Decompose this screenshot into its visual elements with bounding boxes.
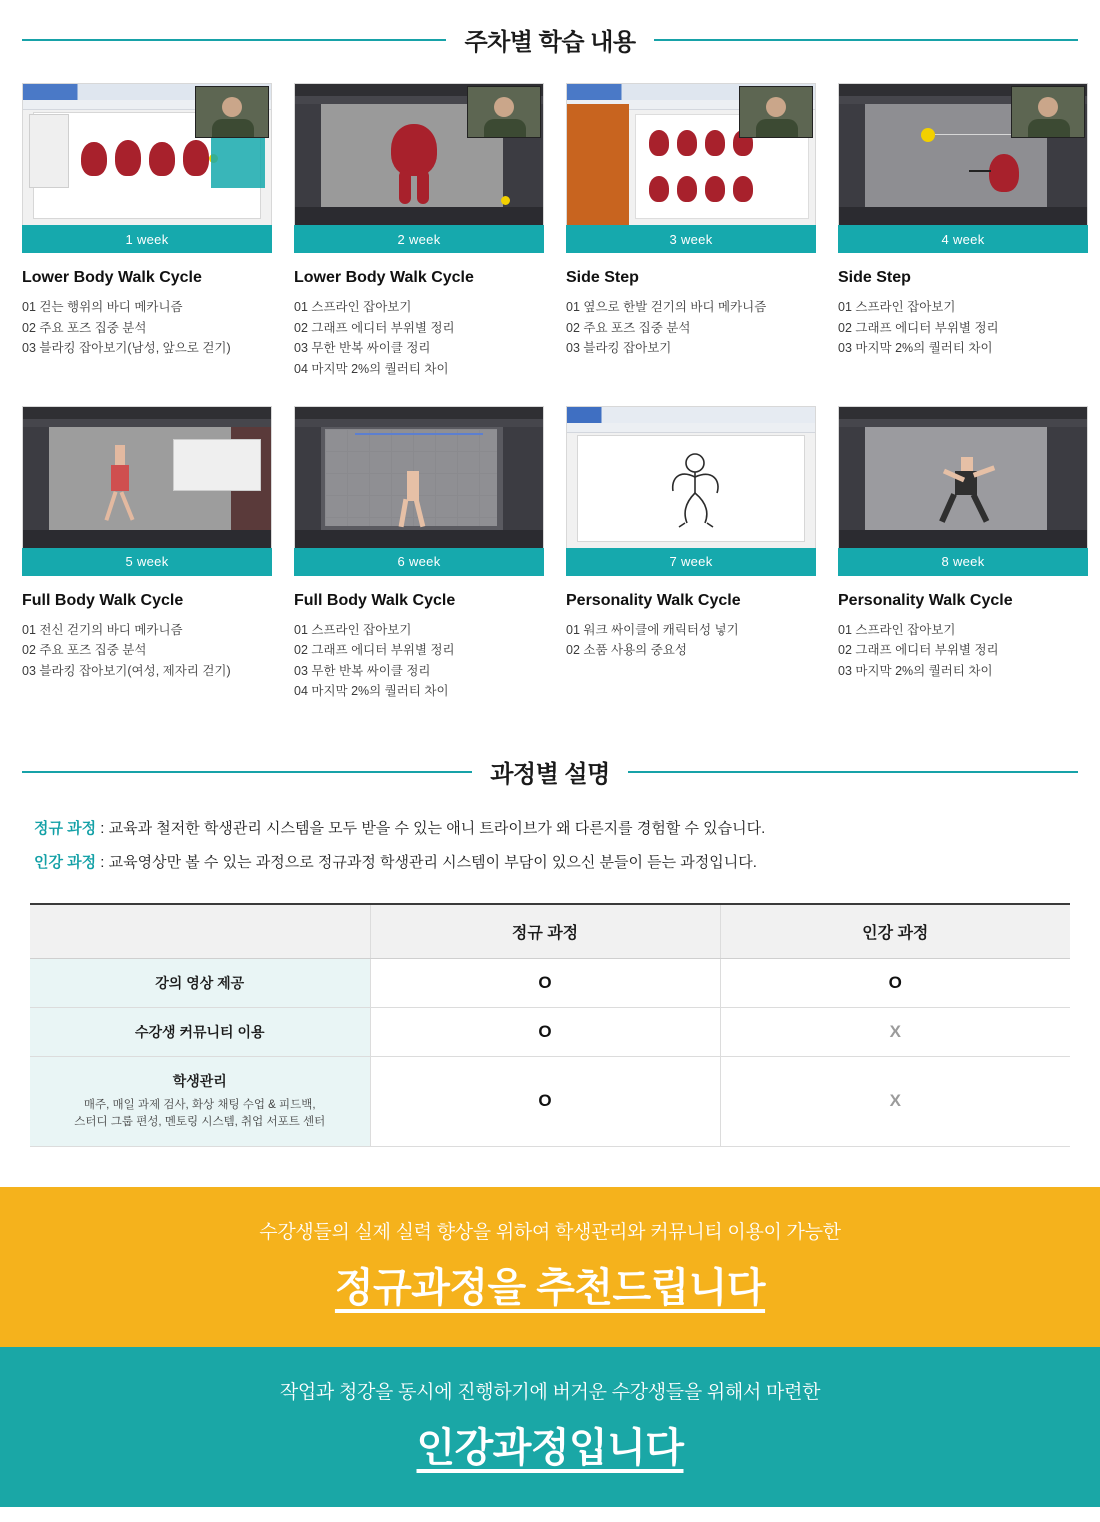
row-label-management-sub: 매주, 매일 과제 검사, 화상 채팅 수업 & 피드백, 스터디 그룹 편성, 멘토링 시스템, 취업 서포트 센터 [74,1098,326,1129]
screenshot-graphic [839,407,1087,548]
week-thumbnail[interactable] [294,83,544,225]
week-item: 02 그래프 에디터 부위별 정리 [294,320,455,335]
week-badge: 3 week [566,225,816,253]
week-badge: 5 week [22,548,272,576]
week-item-list [294,620,544,703]
banner-online-title: 인강과정입니다 [416,1426,684,1471]
weeks-row [22,83,1078,380]
table-header-online: 인강 과정 [720,904,1070,958]
week-thumbnail[interactable] [294,406,544,548]
course-description [0,789,1100,875]
week-item: 01 전신 걷기의 바디 메카니즘 [22,622,183,637]
week-item: 02 주요 포즈 집중 분석 [22,643,147,658]
week-badge: 8 week [838,548,1088,576]
week-title: Full Body Walk Cycle [294,591,456,609]
week-item-list [22,297,272,359]
week-item: 01 스프라인 잡아보기 [838,300,956,314]
week-thumbnail[interactable] [22,406,272,548]
table-row [30,1007,1070,1056]
week-item: 03 블라킹 잡아보기(남성, 앞으로 걷기) [22,341,231,356]
weeks-row [22,406,1078,703]
row-label-video: 강의 영상 제공 [30,958,370,1007]
week-title: Full Body Walk Cycle [22,591,184,609]
week-item: 01 스프라인 잡아보기 [838,622,956,637]
heading-rule-right [628,771,1078,773]
week-thumbnail[interactable] [566,406,816,548]
screenshot-graphic [567,407,815,548]
week-item: 02 그래프 에디터 부위별 정리 [838,643,999,658]
week-item-list [838,620,1088,682]
week-title: Side Step [566,269,639,286]
week-item: 01 스프라인 잡아보기 [294,300,412,314]
screenshot-graphic [567,84,815,225]
banner-online-course [0,1347,1100,1507]
stick-figure-sketch [567,407,816,548]
week-card[interactable] [566,406,816,703]
week-item: 04 마지막 2%의 퀄러티 차이 [294,684,449,699]
week-item: 01 걷는 행위의 바디 메카니즘 [22,300,183,314]
week-card[interactable] [838,83,1088,380]
courses-section-heading [0,728,1100,789]
screenshot-graphic [295,407,543,548]
heading-rule-left [22,771,472,773]
weeks-section-title: 주차별 학습 내용 [464,29,636,56]
comparison-table-wrap [0,885,1100,1147]
week-item-list [838,297,1088,359]
week-title: Personality Walk Cycle [838,591,1013,609]
week-thumbnail[interactable] [838,406,1088,548]
weeks-grid [0,57,1100,702]
week-item-list [294,297,544,380]
comparison-table [30,903,1070,1147]
description-line-online [34,851,1066,875]
weeks-section-heading [0,0,1100,57]
week-item: 03 마지막 2%의 퀄러티 차이 [838,663,993,678]
week-title: Side Step [838,269,911,286]
courses-section-title: 과정별 설명 [490,761,610,788]
table-head [30,904,1070,958]
banner-regular-subtitle: 수강생들의 실제 실력 향상을 위하여 학생관리와 커뮤니티 이용이 가능한 [259,1222,841,1244]
week-item-list [22,620,272,682]
screenshot-graphic [23,84,271,225]
row-label-community: 수강생 커뮤니티 이용 [30,1007,370,1056]
online-course-tag: 인강 과정 [34,854,97,871]
week-badge: 4 week [838,225,1088,253]
heading-rule-right [654,39,1078,41]
regular-course-text: : 교육과 철저한 학생관리 시스템을 모두 받을 수 있는 애니 트라이브가 왜 다른지를 경험할 수 있습니다. [96,820,766,837]
week-badge: 7 week [566,548,816,576]
week-card[interactable] [294,406,544,703]
table-body [30,958,1070,1147]
week-title: Lower Body Walk Cycle [294,269,474,286]
cell-regular-community: O [370,1007,720,1056]
row-label-management [30,1056,370,1147]
week-item: 03 블라킹 잡아보기 [566,341,672,356]
week-title: Lower Body Walk Cycle [22,269,202,286]
cell-regular-management: O [370,1056,720,1147]
table-row [30,958,1070,1007]
week-item: 03 무한 반복 싸이클 정리 [294,341,431,356]
cell-online-video: O [720,958,1070,1007]
cell-online-community: X [720,1007,1070,1056]
week-title: Personality Walk Cycle [566,591,741,609]
row-label-management-main: 학생관리 [172,1072,227,1089]
cell-online-management: X [720,1056,1070,1147]
week-item: 01 워크 싸이클에 캐릭터성 넣기 [566,622,739,637]
screenshot-graphic [295,84,543,225]
screenshot-graphic [839,84,1087,225]
week-badge: 6 week [294,548,544,576]
week-item: 03 블라킹 잡아보기(여성, 제자리 걷기) [22,663,231,678]
week-item: 03 무한 반복 싸이클 정리 [294,663,431,678]
table-header-regular: 정규 과정 [370,904,720,958]
cell-regular-video: O [370,958,720,1007]
week-item: 04 마지막 2%의 퀄러티 차이 [294,361,449,376]
week-item: 01 옆으로 한발 걷기의 바디 메카니즘 [566,300,767,314]
heading-rule-left [22,39,446,41]
table-header-row [30,904,1070,958]
week-card[interactable] [566,83,816,380]
week-item: 02 주요 포즈 집중 분석 [22,320,147,335]
week-item: 02 주요 포즈 집중 분석 [566,320,691,335]
week-thumbnail[interactable] [838,83,1088,225]
week-badge: 1 week [22,225,272,253]
week-item: 03 마지막 2%의 퀄러티 차이 [838,341,993,356]
week-card[interactable] [22,406,272,703]
week-card[interactable] [22,83,272,380]
banner-regular-course [0,1187,1100,1347]
week-thumbnail[interactable] [22,83,272,225]
screenshot-graphic [23,407,271,548]
table-row [30,1056,1070,1147]
week-thumbnail[interactable] [566,83,816,225]
table-header-blank [30,904,370,958]
week-item: 01 스프라인 잡아보기 [294,622,412,637]
online-course-text: : 교육영상만 볼 수 있는 과정으로 정규과정 학생관리 시스템이 부담이 있으신 분들이 듣는 과정입니다. [96,854,757,871]
week-card[interactable] [294,83,544,380]
week-item-list [566,620,816,661]
banner-online-subtitle: 작업과 청강을 동시에 진행하기에 버거운 수강생들을 위해서 마련한 [279,1382,821,1404]
week-badge: 2 week [294,225,544,253]
regular-course-tag: 정규 과정 [34,820,97,837]
week-item-list [566,297,816,359]
week-item: 02 소품 사용의 중요성 [566,643,687,658]
week-card[interactable] [838,406,1088,703]
week-item: 02 그래프 에디터 부위별 정리 [838,320,999,335]
week-item: 02 그래프 에디터 부위별 정리 [294,643,455,658]
description-line-regular [34,817,1066,841]
banner-regular-title: 정규과정을 추천드립니다 [334,1266,766,1311]
